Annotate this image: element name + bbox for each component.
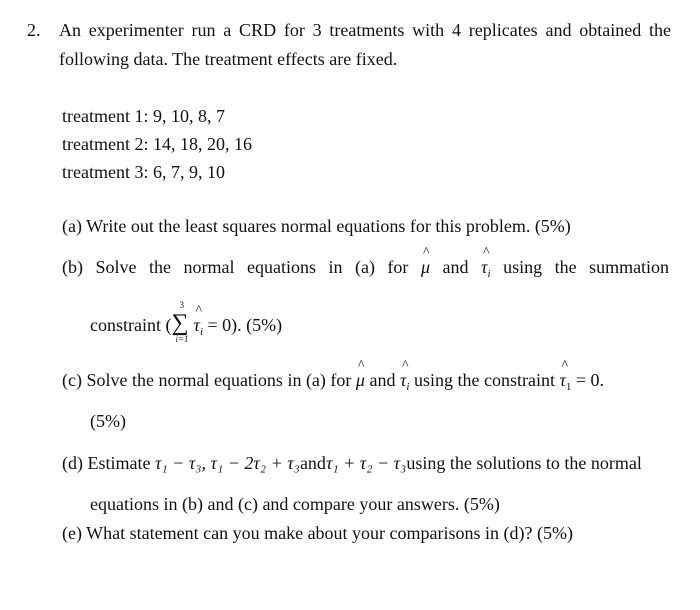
constraint-label: constraint ( [90, 315, 172, 335]
part-c-mid: using the constraint [413, 370, 555, 390]
problem-intro-line-2: following data. The treatment effects are fixed. [59, 49, 398, 69]
part-d-lead: (d) Estimate [62, 453, 151, 473]
contrast-3: τ₁ + τ₂ − τ₃ [325, 453, 407, 473]
part-b-and: and [442, 257, 469, 277]
part-d [62, 453, 642, 474]
mu-hat: ^ μ [421, 257, 430, 278]
part-c-points: (5%) [90, 411, 126, 431]
tau1-hat: ^ τ [559, 370, 565, 391]
sum-upper-limit: 3 [179, 300, 184, 310]
summation-symbol [171, 300, 193, 344]
tau-hat: ^ τ [400, 370, 406, 391]
part-a: (a) Write out the least squares normal equations for this problem. (5%) [62, 216, 571, 236]
part-b-constraint [90, 300, 283, 344]
part-d-mid: using the solutions to the normal [406, 453, 642, 473]
part-c-lead: (c) Solve the normal equations in (a) for [62, 370, 352, 390]
tau-hat-i [399, 370, 410, 393]
tau-hat-i [481, 257, 491, 280]
tau1-subscript: 1 [565, 381, 572, 393]
sum-tau-subscript: i [199, 326, 203, 338]
treatment-2-data: treatment 2: 14, 18, 20, 16 [62, 134, 252, 154]
part-c [62, 370, 604, 393]
part-c-and: and [369, 370, 396, 390]
part-d-and: and [299, 453, 326, 473]
part-c-end: = 0. [575, 370, 605, 390]
constraint-close: = 0). (5%) [207, 315, 283, 335]
part-d-tail: equations in (b) and (c) and compare your answers. (5%) [90, 494, 500, 514]
part-b-lead: (b) Solve the normal equations in (a) for [62, 257, 409, 277]
problem-number: 2. [27, 20, 41, 40]
tau-hat-1 [559, 370, 572, 393]
part-e: (e) What statement can you make about your comparisons in (d)? (5%) [62, 523, 573, 543]
contrast-2: τ₁ − 2τ₂ + τ₃ [210, 453, 300, 473]
problem-intro-line-1: An experimenter run a CRD for 3 treatments with 4 replicates and obtained the [59, 20, 671, 40]
sum-tau-hat: ^ τ [193, 315, 199, 336]
tau-hat: ^ τ [481, 257, 487, 278]
mu-hat: ^ μ [356, 370, 365, 391]
part-b [62, 257, 669, 280]
treatment-1-data: treatment 1: 9, 10, 8, 7 [62, 106, 225, 126]
sum-lower-limit: i=1 [175, 334, 189, 344]
tau-subscript: i [487, 268, 491, 280]
part-b-tail: using the summation [503, 257, 670, 277]
tau-subscript: i [406, 381, 410, 393]
sigma-icon: ∑ [171, 310, 189, 336]
contrast-1: τ₁ − τ₃, [154, 453, 207, 473]
treatment-3-data: treatment 3: 6, 7, 9, 10 [62, 162, 225, 182]
